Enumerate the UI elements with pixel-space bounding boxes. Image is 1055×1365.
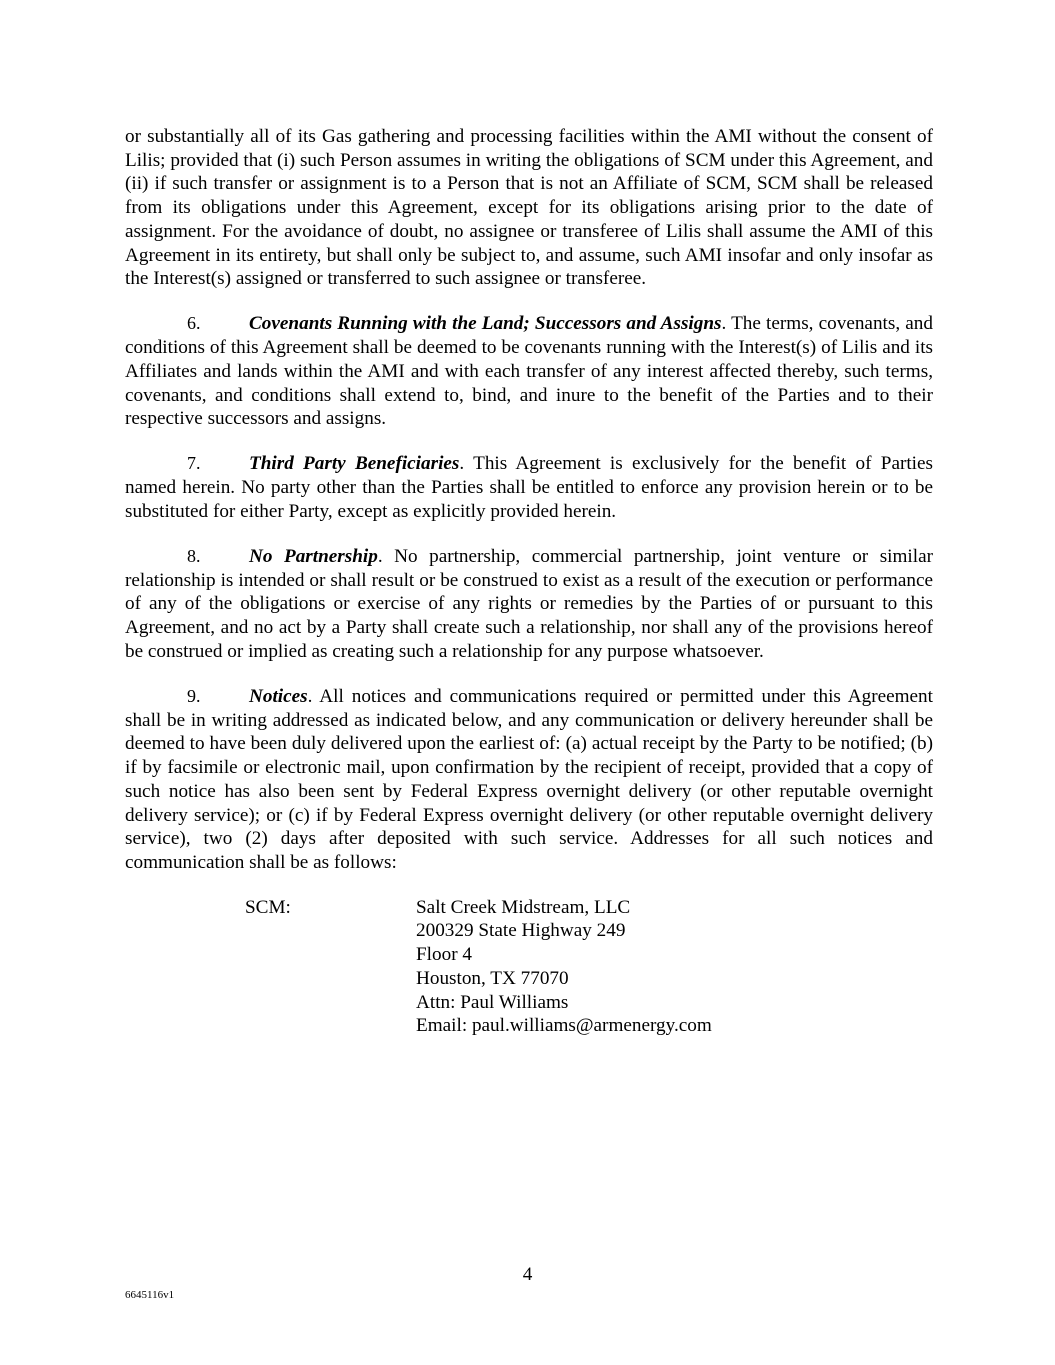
address-city: Houston, TX 77070	[416, 967, 569, 989]
section-number: 7.	[187, 453, 201, 474]
section-number: 6.	[187, 313, 201, 334]
continued-paragraph: or substantially all of its Gas gathering and processing facilities within the AMI without the consent of Lilis; provided that (i) such Person assumes in writing the obligations of SCM under this Agreement, and (ii) if such transfer or assignment is to a Person that is not an Affiliate of SCM, SCM shall be released from its obligations under this Agreement, except for its obligations arising prior to the date of assignment. For the avoidance of doubt, no assignee or transferee of Lilis shall assume the AMI of this Agreement in its entirety, but shall only be subject to, and assume, such AMI insofar and only insofar as the Interest(s) assigned or transferred to such assignee or transferee.	[125, 126, 933, 290]
section-body: . All notices and communications required or permitted under this Agreement shall be in writing addressed as indicated below, and any communication or delivery hereunder shall be deemed to have been duly delivered upon the earliest of: (a) actual receipt by the Party to be notified; (b) if by facsimile or electronic mail, upon confirmation by the recipient of receipt, provided that a copy of such notice has also been sent by Federal Express overnight delivery (or other reputable overnight delivery service); or (c) if by Federal Express overnight delivery (or other reputable overnight delivery service), two (2) days after deposited with such service. Addresses for all such notices and communication shall be as follows:	[125, 686, 933, 873]
section-heading: Notices	[249, 686, 308, 708]
section-6	[125, 312, 933, 431]
section-9	[125, 685, 933, 875]
section-heading: Third Party Beneficiaries	[249, 453, 460, 475]
section-heading: No Partnership	[249, 546, 378, 568]
address-label: SCM:	[245, 896, 291, 918]
section-body: . No partnership, commercial partnership, joint venture or similar relationship is intended or shall result or be construed to exist as a result of the execution or performance of any of the obligations or exercise of any rights or remedies by the Parties of or pursuant to this Agreement, and no act by a Party shall create such a relationship, nor shall any of the provisions hereof be construed or implied as creating such a relationship for any purpose whatsoever.	[125, 546, 933, 662]
address-attention: Attn: Paul Williams	[416, 991, 569, 1013]
section-8	[125, 545, 933, 664]
section-number: 9.	[187, 686, 201, 707]
document-page	[125, 125, 933, 1046]
notice-address-block	[125, 896, 933, 1046]
section-body: . The terms, covenants, and conditions of this Agreement shall be deemed to be covenants running with the Interest(s) of Lilis and its Affiliates and lands within the AMI and with each transfer of any interest affected thereby, such terms, covenants, and conditions shall extend to, bind, and inure to the benefit of the Parties and to their respective successors and assigns.	[125, 313, 933, 430]
address-street: 200329 State Highway 249	[416, 920, 626, 942]
address-company: Salt Creek Midstream, LLC	[416, 896, 631, 918]
section-body: . This Agreement is exclusively for the benefit of Parties named herein. No party other than the Parties shall be entitled to enforce any provision herein or to be substituted for either Party, except as explicitly provided herein.	[125, 453, 933, 522]
address-lines	[416, 896, 712, 1038]
address-email: Email: paul.williams@armenergy.com	[416, 1015, 712, 1037]
section-7	[125, 452, 933, 523]
document-id: 6645116v1	[125, 1289, 175, 1301]
section-number: 8.	[187, 546, 201, 567]
address-floor: Floor 4	[416, 944, 472, 966]
page-number: 4	[522, 1264, 533, 1285]
section-heading: Covenants Running with the Land; Successors and Assigns	[249, 313, 722, 335]
